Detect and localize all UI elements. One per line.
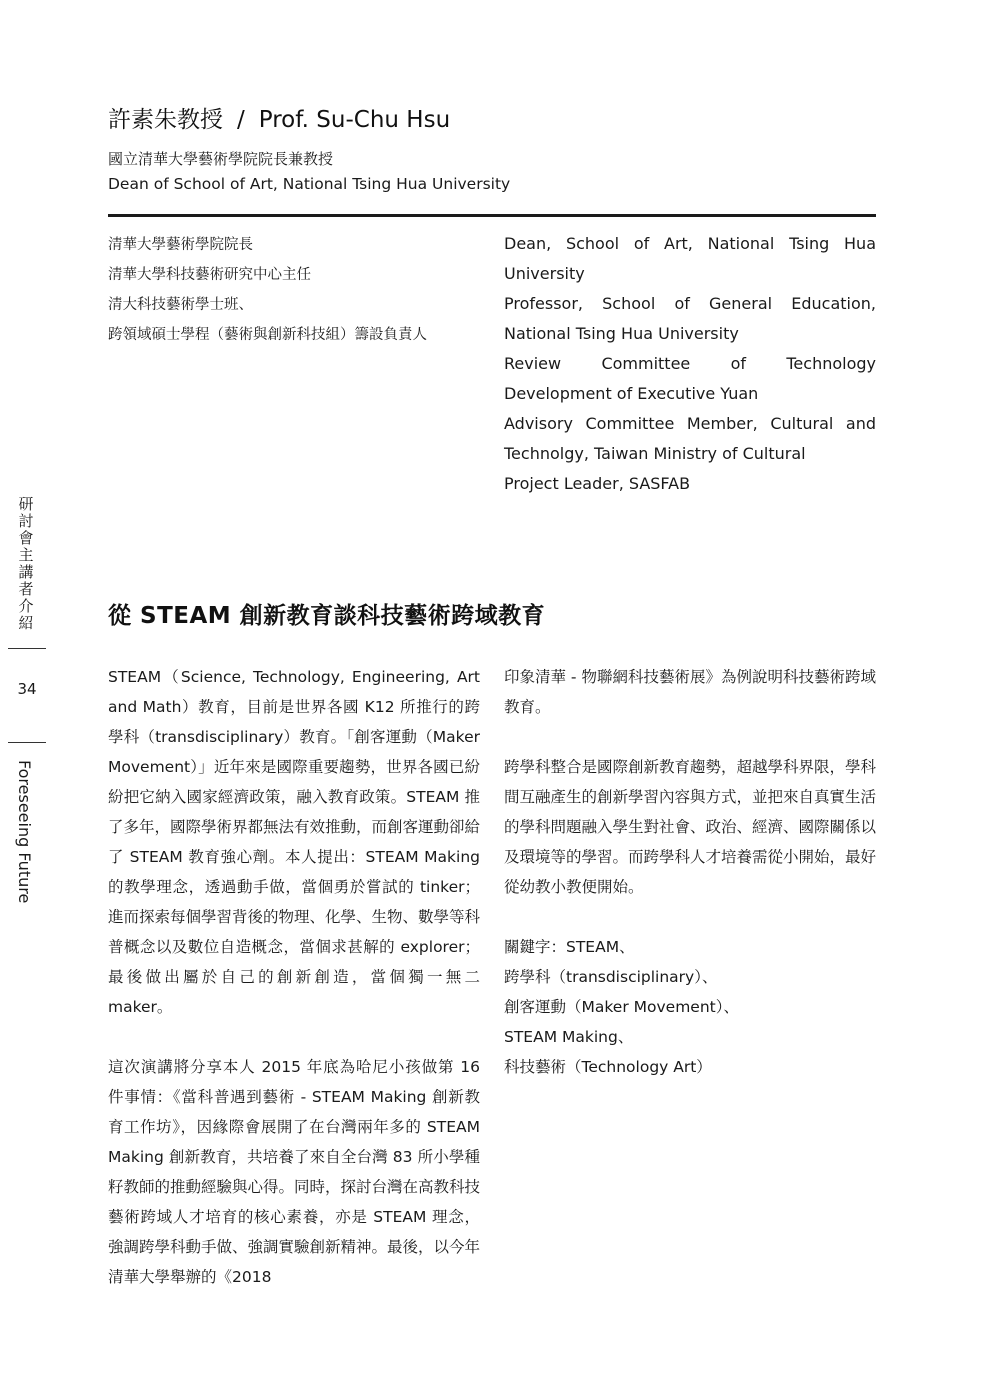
section-label-vertical xyxy=(16,496,36,632)
keyword-item: 科技藝術（Technology Art） xyxy=(504,1058,712,1076)
talk-paragraph: 印象清華 - 物聯網科技藝術展》為例說明科技藝術跨域教育。 xyxy=(504,668,876,716)
position-zh-item: 清華大學藝術學院院長 xyxy=(108,237,253,253)
speaker-name xyxy=(108,104,450,136)
keyword-item: 跨學科（transdisciplinary）、 xyxy=(504,968,718,986)
section-label-char: 紹 xyxy=(18,614,34,632)
name-separator: / xyxy=(237,107,245,133)
speaker-name-zh: 許素朱教授 xyxy=(108,107,223,133)
talk-paragraph: STEAM（Science, Technology, Engineering, Art and Math）教育，目前是世界各國 K12 所推行的跨學科（transdisciplinary）教育。「創客運動（Maker Movement）」近年來是國際重要趨勢，世界各國已紛紛把它納入國家經濟政策，融入教育政策。STEAM 推了多年，國際學術界都無法有效推動，而創客運動卻給了 STEAM 教育強心劑。本人提出：STEAM Making 的教學理念，透過動手做，當個勇於嘗試的 tinker；進而探索每個學習背後的物理、化學、生物、數學等科普概念以及數位自造概念，當個求甚解的 explorer；最後做出屬於自己的創新創造，當個獨一無二 maker。 xyxy=(108,668,481,1016)
position-zh-item: 清華大學科技藝術研究中心主任 xyxy=(108,267,311,283)
talk-column-right xyxy=(504,662,876,1082)
position-en-item: Professor, School of General Education, National Tsing Hua University xyxy=(504,294,876,343)
keyword-item: 關鍵字：STEAM、 xyxy=(504,938,635,956)
keyword-item: 創客運動（Maker Movement）、 xyxy=(504,998,739,1016)
side-divider-top xyxy=(8,648,46,649)
talk-paragraph: 跨學科整合是國際創新教育趨勢，超越學科界限，學科間互融產生的創新學習內容與方式，並把來自真實生活的學科問題融入學生對社會、政治、經濟、國際關係以及環境等的學習。而跨學科人才培養需從小開始，最好從幼教小教便開始。 xyxy=(504,758,877,896)
book-title-vertical: Foreseeing Future xyxy=(15,760,34,904)
header-divider xyxy=(108,214,876,217)
position-en-item: Dean, School of Art, National Tsing Hua University xyxy=(504,234,876,283)
speaker-name-en: Prof. Su-Chu Hsu xyxy=(258,107,451,133)
talk-column-left xyxy=(108,662,480,1322)
section-label-char: 會 xyxy=(18,529,34,547)
section-label-char: 討 xyxy=(18,512,34,530)
side-divider-bottom xyxy=(8,742,46,743)
speaker-title-en: Dean of School of Art, National Tsing Hua University xyxy=(108,175,511,193)
section-label-char: 介 xyxy=(18,597,34,615)
position-en-item: Review Committee of Technology Development of Executive Yuan xyxy=(504,354,876,403)
talk-heading: 從 STEAM 創新教育談科技藝術跨域教育 xyxy=(108,603,546,629)
position-zh-item: 清大科技藝術學士班、 xyxy=(108,297,253,313)
section-label-char: 講 xyxy=(18,563,34,581)
keywords-list xyxy=(504,932,876,1082)
section-label-char: 主 xyxy=(18,546,34,564)
talk-paragraph: 這次演講將分享本人 2015 年底為哈尼小孩做第 16 件事情：《當科普遇到藝術 - STEAM Making 創新教育工作坊》，因緣際會展開了在台灣兩年多的 STEAM Making 創新教育，共培養了來自全台灣 83 所小學種籽教師的推動經驗與心得。同時，探討台灣在高教科技藝術跨域人才培育的核心素養，亦是 STEAM 理念，強調跨學科動手做、強調實驗創新精神。最後，以今年清華大學舉辦的《2018 xyxy=(108,1058,481,1286)
section-label-char: 研 xyxy=(18,495,34,513)
page-number: 34 xyxy=(17,680,37,698)
position-en-item: Advisory Committee Member, Cultural and Technolgy, Taiwan Ministry of Cultural xyxy=(504,414,876,463)
speaker-title-zh: 國立清華大學藝術學院院長兼教授 xyxy=(108,150,334,168)
keyword-item: STEAM Making、 xyxy=(504,1028,634,1046)
position-en-item: Project Leader, SASFAB xyxy=(504,474,691,493)
position-zh-item: 跨領域碩士學程（藝術與創新科技組）籌設負責人 xyxy=(108,327,427,343)
positions-zh xyxy=(108,230,488,350)
section-label-char: 者 xyxy=(18,580,34,598)
positions-en xyxy=(504,229,876,499)
